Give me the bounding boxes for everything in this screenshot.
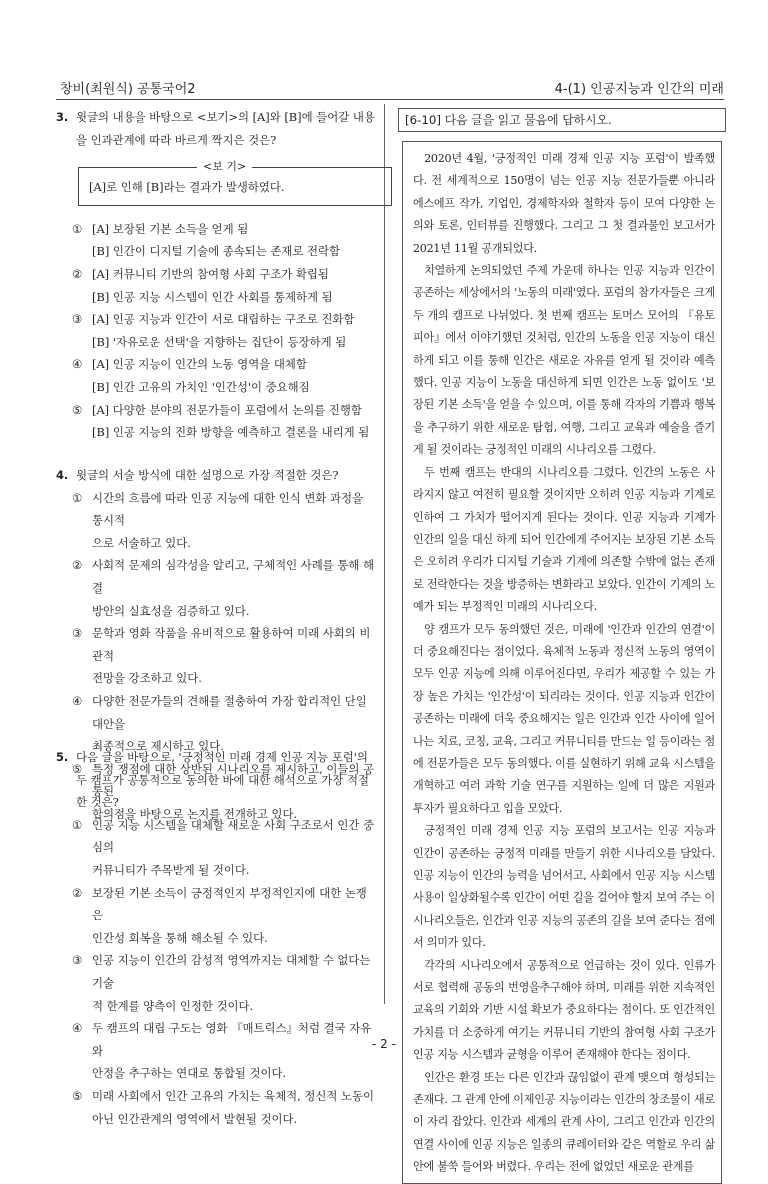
option-4[interactable]: ④ 다양한 전문가들의 견해를 절충하여 가장 합리적인 단일 대안을 최종적으로 제시하고 있다. <box>72 693 367 754</box>
option-3[interactable]: ③ 문학과 영화 작품을 유비적으로 활용하여 미래 사회의 비관적 전망을 강조하고 있다. <box>72 626 371 686</box>
option-1[interactable]: ① 시간의 흐름에 따라 인공 지능에 대한 인식 변화 과정을 통시적 으로 서술하고 있다. <box>72 490 364 550</box>
option-5[interactable]: ⑤ [A] 다양한 분야의 전문가들이 포럼에서 논의를 진행함 [B] 인공 지능의 진화 방향을 예측하고 결론을 내리게 됨 <box>72 402 370 440</box>
passage-paragraph-1: 2020년 4월, '긍정적인 미래 경제 인공 지능 포럼'이 발족했다. 전 세계적으로 150명이 넘는 인공 지능 전문가들뿐 아니라 에스에프 작가, 기업인, 경제학자와 철학자 등이 모여 다양한 논의와 토론, 인터뷰를 진행했다. 그리고 그 첫 결과물인 보고서가 2021년 11월 공개되었다. <box>413 152 715 255</box>
header-rule <box>56 99 724 100</box>
column-divider <box>384 104 385 1004</box>
option-4[interactable]: ④ 두 캠프의 대립 구도는 영화 『매트릭스』처럼 결국 자유와 안정을 추구하는 연대로 통합될 것이다. <box>72 1021 372 1081</box>
passage-paragraph-3: 두 번째 캠프는 반대의 시나리오를 그렸다. 인간의 노동은 사라지지 않고 여전히 필요할 것이지만 오히려 인공 지능과 기계로 인하여 그 가치가 떨어지게 된다는 것이다. 인공 지능과 기계가 인간의 일을 대신 하게 되어 인간에게 주어지는 보장된 기본 소득은 오히려 우리가 디지털 기술과 기계에 의존할 수밖에 없는 존재로 전락한다는 것을 방증하는 변화라고 보았다. 인간이 기계의 노예가 되는 부정적인 미래의 시나리오다. <box>413 465 715 614</box>
question-stem: 윗글의 서술 방식에 대한 설명으로 가장 적절한 것은? <box>76 468 339 482</box>
textbook-title: 창비(최원식) 공통국어2 <box>60 82 196 97</box>
question-3 <box>56 106 376 444</box>
question-number: 4. <box>56 468 69 482</box>
reading-passage <box>402 141 722 1184</box>
passage-paragraph-7: 인간은 환경 또는 다른 인간과 끊임없이 관계 맺으며 형성되는 존재다. 그 관계 안에 이제인공 지능이라는 인간의 창조물이 새로이 자리 잡았다. 인간과 세계의 관계 사이, 그리고 인간과 인간의 연결 사이에 인공 지능은 일종의 큐레이터와 같은 역할로 우리 삶 안에 불쑥 들어와 버렸다. 우리는 전에 없었던 새로운 관계를 <box>413 1070 715 1174</box>
option-5[interactable]: ⑤ 특정 쟁점에 대한 상반된 시나리오를 제시하고, 이들의 공통된 합의점을 바탕으로 논지를 전개하고 있다. <box>72 761 375 821</box>
passage-paragraph-4: 양 캠프가 모두 동의했던 것은, 미래에 '인간과 인간의 연결'이 더 중요해진다는 점이었다. 육체적 노동과 정신적 노동의 영역이 모두 인공 지능에 의해 이루어진다면, 우리가 제공할 수 있는 가장 높은 가치는 '인간성'이 되리라는 것이다. 인공 지능과 인간이 공존하는 미래에 더욱 중요해지는 일은 인간과 인간 사이에 일어나는 치료, 코칭, 교육, 그리고 커뮤니티를 만드는 일 등이라는 점에 전문가들은 모두 동의했다. 이를 실현하기 위해 교육 시스템을 개혁하고 여러 과학 기술 연구를 지원하는 일에 더 많은 지원과 투자가 필요하다고 입을 모았다. <box>413 622 715 815</box>
instruction-box: [6-10] 다음 글을 읽고 물음에 답하시오. <box>398 108 726 132</box>
bogi-title: <보 기> <box>197 158 252 176</box>
option-2[interactable]: ② [A] 커뮤니티 기반의 참여형 사회 구조가 확립됨 [B] 인공 지능 시스템이 인간 사회를 통제하게 됨 <box>72 266 333 304</box>
question-number: 3. <box>56 110 69 124</box>
passage-paragraph-2: 치열하게 논의되었던 주제 가운데 하나는 인공 지능과 인간이 공존하는 세상에서의 '노동의 미래'였다. 포럼의 참가자들은 크게 두 개의 캠프로 나뉘었다. 첫 번째 캠프는 토머스 모어의 『유토피아』에서 이야기했던 것처럼, 인간의 노동을 인공 지능이 대신하게 되고 이를 통해 인간은 새로운 자유를 얻게 될 것이라 예측했다. 인공 지능이 노동을 대신하게 되면 인간은 노동 없이도 '보장된 기본 소득'을 얻을 수 있으며, 이를 통해 각자의 기쁨과 행복을 추구하기 위한 새로운 탐험, 여행, 그리고 교육과 예술을 즐기게 될 것이라는 긍정적인 미래의 시나리오를 그렸다. <box>413 264 715 457</box>
passage-paragraph-6: 각각의 시나리오에서 공통적으로 언급하는 것이 있다. 인류가 서로 협력해 공동의 번영을추구해야 하며, 미래를 위한 지속적인 교육의 기회와 기반 시설 확보가 중요하다는 점이다. 또 인간적인 가치를 더 소중하게 여기는 커뮤니티 기반의 참여형 사회 구조가 인공 지능 시스템과 균형을 이루어 존재해야 한다는 점이다. <box>413 958 715 1062</box>
page-number: - 2 - <box>372 1037 396 1051</box>
bogi-box <box>78 160 392 206</box>
question-number: 5. <box>56 750 69 764</box>
option-1[interactable]: ① [A] 보장된 기본 소득을 얻게 됨 [B] 인간이 디지털 기술에 종속되는 존재로 전락함 <box>72 221 341 259</box>
passage-paragraph-5: 긍정적인 미래 경제 인공 지능 포럼의 보고서는 인공 지능과 인간이 공존하는 긍정적 미래를 만들기 위한 시나리오를 담았다. 인공 지능이 인간의 능력을 넘어서고, 사회에서 인공 지능 시스템 사용이 일상화될수록 인간이 어떤 길을 걸어야 할지 보여 주는 이 시나리오들은, 인간과 인공 지능의 공존의 길을 보여 준다는 점에서 의미가 있다. <box>413 824 715 950</box>
option-3[interactable]: ③ [A] 인공 지능과 인간이 서로 대립하는 구조로 진화함 [B] '자유로운 선택'을 지향하는 집단이 등장하게 됨 <box>72 312 355 349</box>
option-3[interactable]: ③ 인공 지능이 인간의 감성적 영역까지는 대체할 수 없다는 기술 적 한계를 양측이 인정한 것이다. <box>72 953 371 1013</box>
option-2[interactable]: ② 보장된 기본 소득이 긍정적인지 부정적인지에 대한 논쟁은 인간성 회복을 통해 해소될 수 있다. <box>72 885 367 945</box>
question-stem: 다음 글을 바탕으로, '긍정적인 미래 경제 인공 지능 포럼'의 두 캠프가 공통적으로 동의한 바에 대한 해석으로 가장 적절한 것은? <box>76 750 370 810</box>
question-stem: 윗글의 내용을 바탕으로 <보기>의 [A]와 [B]에 들어갈 내용을 인과관계에 따라 바르게 짝지은 것은? <box>76 110 375 147</box>
unit-title: 4-(1) 인공지능과 인간의 미래 <box>554 82 724 97</box>
option-4[interactable]: ④ [A] 인공 지능이 인간의 노동 영역을 대체함 [B] 인간 고유의 가치인 '인간성'이 중요해짐 <box>72 357 310 394</box>
option-2[interactable]: ② 사회적 문제의 심각성을 알리고, 구체적인 사례를 통해 해결 방안의 실효성을 검증하고 있다. <box>72 558 375 618</box>
option-1[interactable]: ① 인공 지능 시스템을 대체할 새로운 사회 구조로서 인간 중심의 커뮤니티가 주목받게 될 것이다. <box>72 817 375 877</box>
page-header <box>52 78 724 98</box>
option-5[interactable]: ⑤ 미래 사회에서 인간 고유의 가치는 육체적, 정신적 노동이 아닌 인간관계의 영역에서 발현될 것이다. <box>72 1088 375 1126</box>
question-5 <box>56 746 376 1130</box>
bogi-text: [A]로 인해 [B]라는 결과가 발생하였다. <box>89 180 285 195</box>
